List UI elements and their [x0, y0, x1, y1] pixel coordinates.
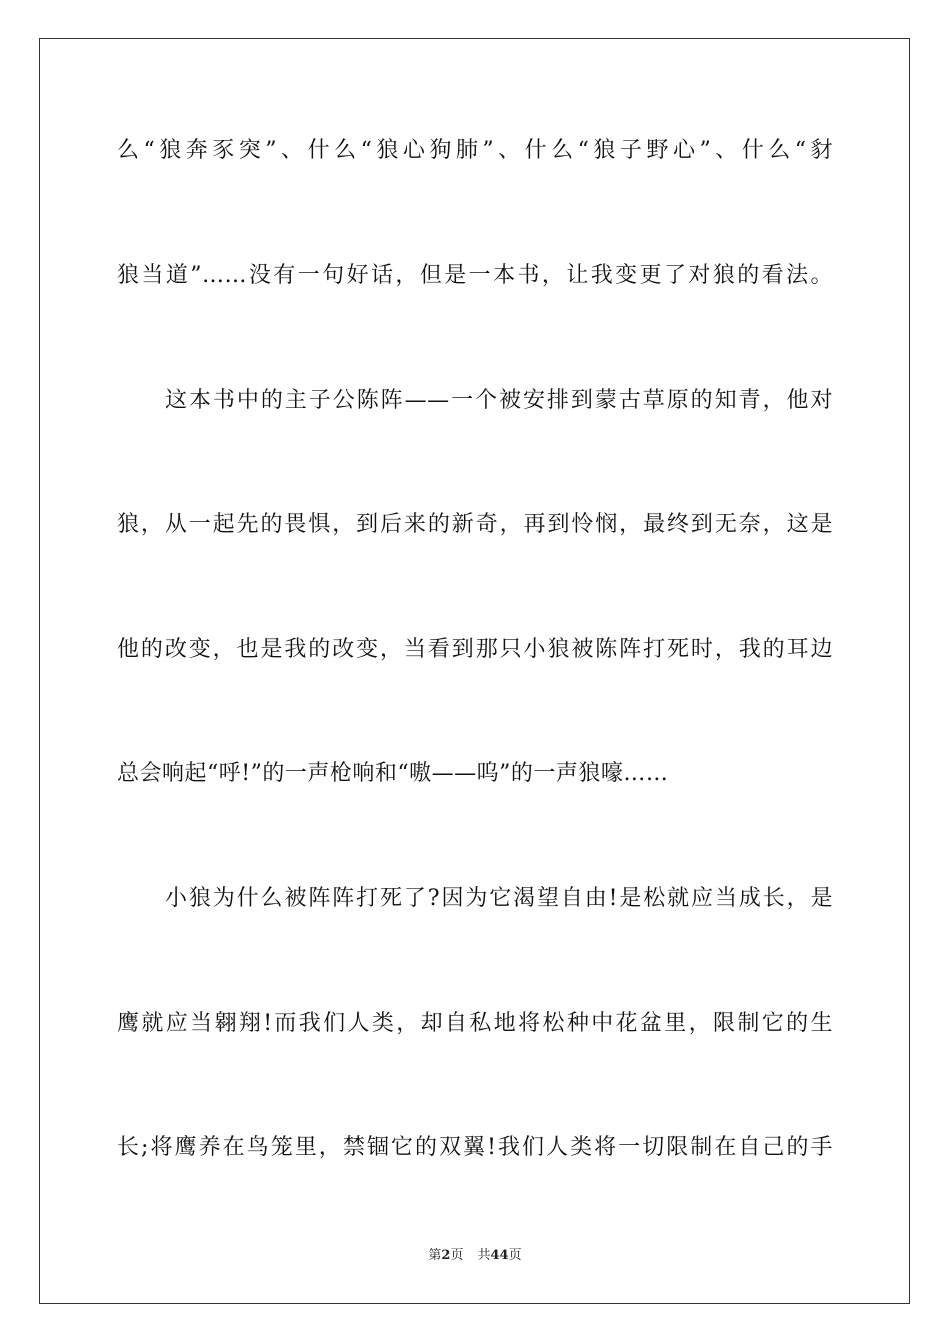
page-frame — [39, 38, 910, 1304]
text-line-1: 么“狼奔豕突”、什么“狼心狗肺”、什么“狼子野心”、什么“豺 — [117, 138, 833, 163]
footer-total-suffix: 页 — [508, 1248, 522, 1263]
text-line-9: 长;将鹰养在鸟笼里，禁锢它的双翼!我们人类将一切限制在自己的手 — [117, 1135, 833, 1160]
footer-page-number: 2 — [441, 1248, 451, 1263]
text-line-3: 这本书中的主子公陈阵——一个被安排到蒙古草原的知青，他对 — [165, 388, 833, 413]
text-line-2: 狼当道”……没有一句好话，但是一本书，让我变更了对狼的看法。 — [117, 263, 833, 288]
footer-total-pages: 44 — [490, 1248, 509, 1263]
footer-prefix: 第 — [428, 1248, 442, 1263]
text-line-7: 小狼为什么被阵阵打死了?因为它渴望自由!是松就应当成长，是 — [165, 886, 833, 911]
footer-page-suffix: 页 — [450, 1248, 464, 1263]
text-line-4: 狼，从一起先的畏惧，到后来的新奇，再到怜悯，最终到无奈，这是 — [117, 512, 833, 537]
text-line-6: 总会响起“呼!”的一声枪响和“嗷——呜”的一声狼嚎…… — [117, 761, 669, 786]
footer-total-prefix: 共 — [477, 1248, 491, 1263]
text-line-5: 他的改变，也是我的改变，当看到那只小狼被陈阵打死时，我的耳边 — [117, 637, 833, 662]
text-line-8: 鹰就应当翱翔!而我们人类，却自私地将松种中花盆里，限制它的生 — [117, 1011, 833, 1036]
page-footer — [0, 1247, 950, 1265]
